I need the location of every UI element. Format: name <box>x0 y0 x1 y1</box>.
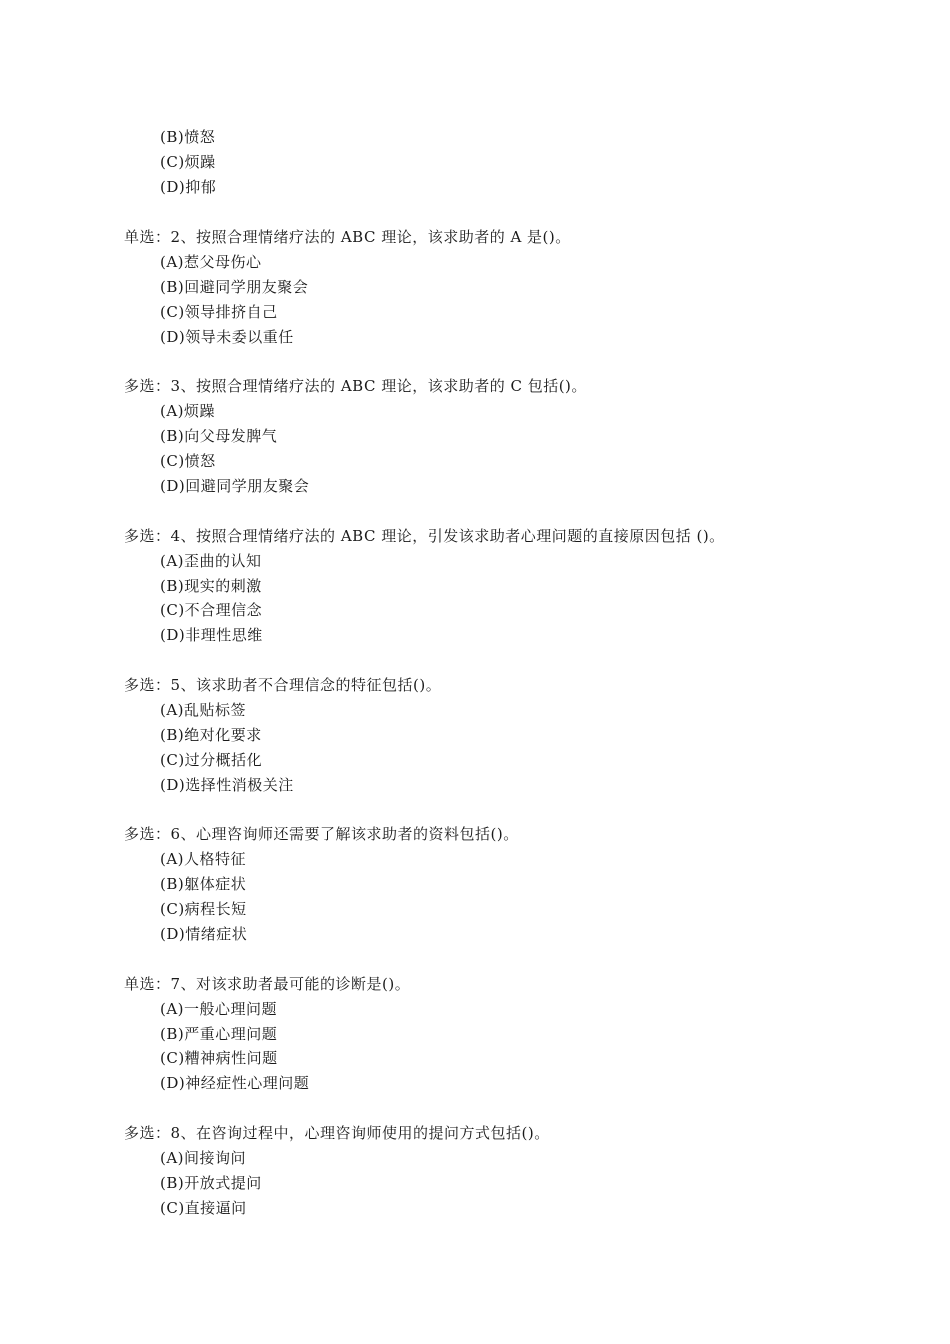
question-8-stem: 多选：8、在咨询过程中，心理咨询师使用的提问方式包括()。 <box>124 1124 550 1142</box>
question-2-option-c: (C)领导排挤自己 <box>160 303 278 321</box>
question-2-stem: 单选：2、按照合理情绪疗法的 ABC 理论，该求助者的 A 是()。 <box>124 228 571 246</box>
question-7-option-c: (C)糟神病性问题 <box>160 1049 278 1067</box>
question-6-option-c: (C)病程长短 <box>160 900 247 918</box>
question-6-option-b: (B)躯体症状 <box>160 875 247 893</box>
question-6-option-d: (D)情绪症状 <box>160 925 248 943</box>
question-3-option-c: (C)愤怒 <box>160 452 216 470</box>
question-2-option-a: (A)惹父母伤心 <box>160 253 262 271</box>
question-2-option-d: (D)领导未委以重任 <box>160 328 294 346</box>
question-4-option-a: (A)歪曲的认知 <box>160 552 262 570</box>
option-c: (C)烦躁 <box>160 153 216 171</box>
option-d: (D)抑郁 <box>160 178 217 196</box>
question-3-option-a: (A)烦躁 <box>160 402 216 420</box>
question-3-stem: 多选：3、按照合理情绪疗法的 ABC 理论，该求助者的 C 包括()。 <box>124 377 587 395</box>
question-6-stem: 多选：6、心理咨询师还需要了解该求助者的资料包括()。 <box>124 825 519 843</box>
question-3-option-b: (B)向父母发脾气 <box>160 427 278 445</box>
question-7-option-d: (D)神经症性心理问题 <box>160 1074 310 1092</box>
question-3-option-d: (D)回避同学朋友聚会 <box>160 477 310 495</box>
question-4-option-c: (C)不合理信念 <box>160 601 263 619</box>
question-8-option-c: (C)直接逼问 <box>160 1199 247 1217</box>
question-4-option-d: (D)非理性思维 <box>160 626 263 644</box>
question-4-stem: 多选：4、按照合理情绪疗法的 ABC 理论，引发该求助者心理问题的直接原因包括 ()。 <box>124 527 725 545</box>
question-8-option-a: (A)间接询问 <box>160 1149 247 1167</box>
question-8-option-b: (B)开放式提问 <box>160 1174 262 1192</box>
question-5-option-a: (A)乱贴标签 <box>160 701 247 719</box>
question-5-option-d: (D)选择性消极关注 <box>160 776 294 794</box>
question-5-stem: 多选：5、该求助者不合理信念的特征包括()。 <box>124 676 442 694</box>
question-6-option-a: (A)人格特征 <box>160 850 247 868</box>
question-5-option-b: (B)绝对化要求 <box>160 726 262 744</box>
question-7-option-a: (A)一般心理问题 <box>160 1000 278 1018</box>
question-7-stem: 单选：7、对该求助者最可能的诊断是()。 <box>124 975 411 993</box>
question-7-option-b: (B)严重心理问题 <box>160 1025 278 1043</box>
question-5-option-c: (C)过分概括化 <box>160 751 263 769</box>
question-2-option-b: (B)回避同学朋友聚会 <box>160 278 309 296</box>
question-4-option-b: (B)现实的刺激 <box>160 577 262 595</box>
option-b: (B)愤怒 <box>160 128 216 146</box>
